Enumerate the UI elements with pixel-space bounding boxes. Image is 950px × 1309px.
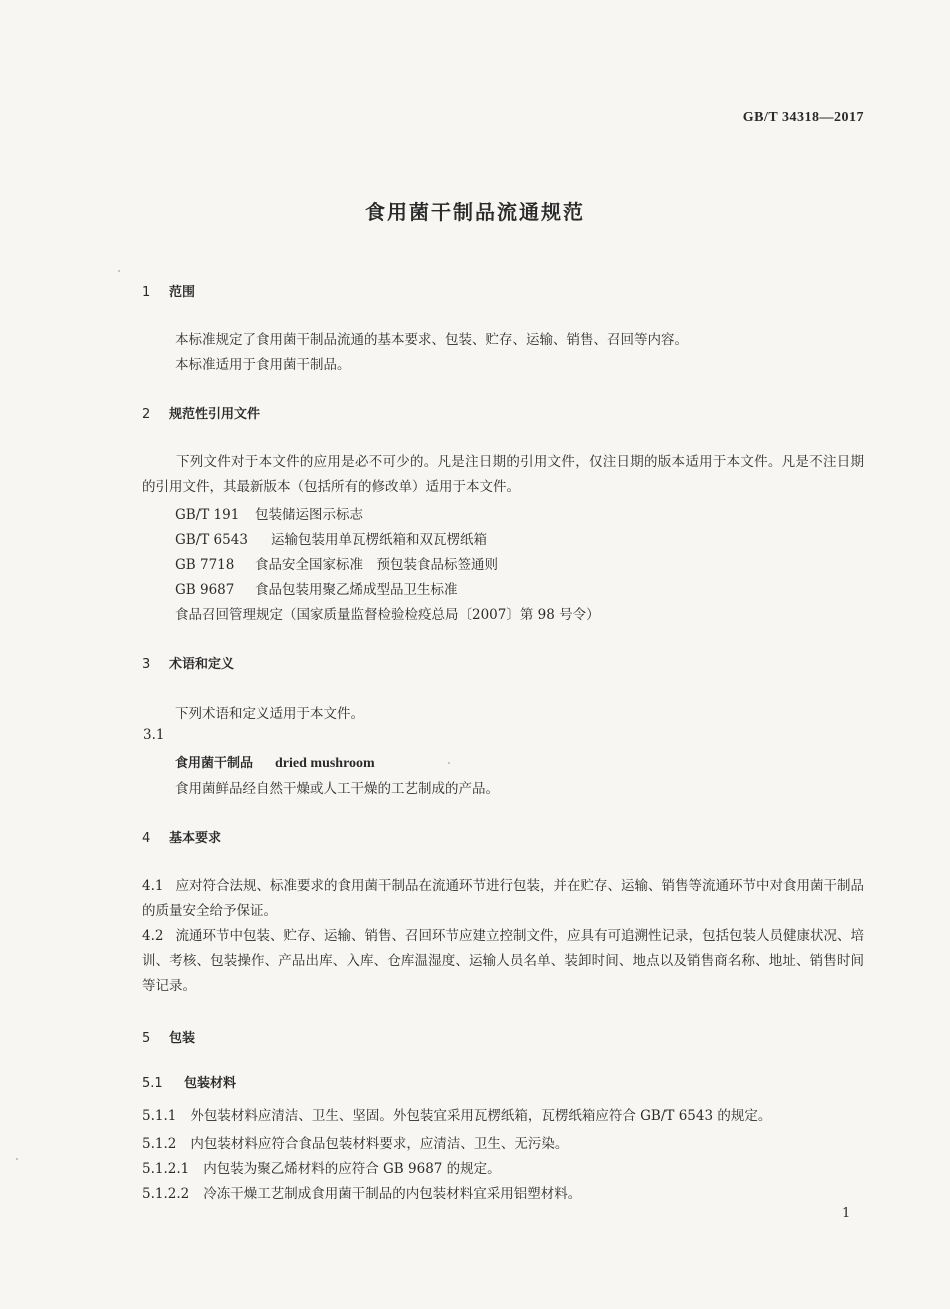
clause-number: 5.1.2 [142,1136,177,1152]
section-1-heading [142,281,195,300]
reference-code: GB 9687 [175,582,235,598]
clause-text: 流通环节中包装、贮存、运输、销售、召回环节应建立控制文件，应具有可追溯性记录，包括包装人员健康状况、培训、考核、包装操作、产品出库、入库、仓库温湿度、运输人员名单、装卸时间、地点以及销售商名称、地址、销售时间等记录。 [142,928,864,994]
reference-code: GB/T 191 [175,507,240,523]
section-title: 术语和定义 [169,657,235,672]
term-chinese: 食用菌干制品 [175,756,254,771]
clause-number: 5.1.1 [142,1108,177,1124]
term-english: dried mushroom [275,756,375,771]
section-title: 规范性引用文件 [169,407,261,422]
clause-text: 应对符合法规、标准要求的食用菌干制品在流通环节进行包装，并在贮存、运输、销售等流通环节中对食用菌干制品的质量安全给予保证。 [142,878,864,919]
section-title: 范围 [169,285,196,300]
clause [142,924,864,999]
section-number: 3 [142,657,151,672]
section-4-heading [142,827,221,846]
clause-number: 4.1 [142,878,164,894]
section-number: 2 [142,407,151,422]
paragraph: 本标准适用于食用菌干制品。 [175,357,351,373]
reference-code: GB 7718 [175,557,235,573]
clause [142,1104,771,1124]
clause-text: 冷冻干燥工艺制成食用菌干制品的内包装材料宜采用铝塑材料。 [203,1186,582,1202]
document-title: 食用菌干制品流通规范 [365,200,585,224]
section-number: 1 [142,285,151,300]
reference-title: 食品安全国家标准 预包装食品标签通则 [255,557,498,573]
term-definition: 食用菌鲜品经自然干燥或人工干燥的工艺制成的产品。 [175,781,499,797]
reference-title: 包装储运图示标志 [255,507,363,523]
clause-text: 内包装材料应符合食品包装材料要求，应清洁、卫生、无污染。 [190,1136,569,1152]
clause-number: 4.2 [142,928,164,944]
clause-text: 内包装为聚乙烯材料的应符合 GB 9687 的规定。 [203,1161,501,1177]
scan-speck [16,1158,18,1160]
section-number: 5 [142,1031,151,1046]
clause-number: 5.1.2.1 [142,1161,190,1177]
standard-code: GB/T 34318—2017 [742,110,864,125]
subsection-title: 包装材料 [184,1076,237,1091]
section-5-heading [142,1027,195,1046]
reference-item [175,578,458,598]
clause [142,1157,501,1177]
reference-item [175,528,487,548]
scan-speck [448,762,450,764]
section-3-heading [142,653,234,672]
references-intro: 下列文件对于本文件的应用是必不可少的。凡是注日期的引用文件，仅注日期的版本适用于本文件。凡是不注日期的引用文件，其最新版本（包括所有的修改单）适用于本文件。 [142,454,864,495]
clause [142,874,864,924]
subsection-heading [142,1072,236,1091]
section-2-heading [142,403,260,422]
section-number: 4 [142,831,151,846]
clause-number: 5.1.2.2 [142,1186,190,1202]
subsection-number: 5.1 [142,1076,163,1091]
reference-item [175,503,363,523]
paragraph: 下列术语和定义适用于本文件。 [175,706,364,722]
term-number: 3.1 [143,727,165,743]
reference-title: 运输包装用单瓦楞纸箱和双瓦楞纸箱 [271,532,487,548]
reference-item [175,553,498,573]
reference-item: 食品召回管理规定（国家质量监督检验检疫总局〔2007〕第 98 号令） [175,607,600,623]
reference-code: GB/T 6543 [175,532,248,548]
clause [142,1132,568,1152]
section-title: 包装 [169,1031,196,1046]
section-title: 基本要求 [169,831,222,846]
clause-text: 外包装材料应清洁、卫生、坚固。外包装宜采用瓦楞纸箱，瓦楞纸箱应符合 GB/T 6543 的规定。 [190,1108,772,1124]
scan-speck [118,270,120,272]
clause [142,1182,581,1202]
page-number: 1 [842,1206,851,1221]
reference-title: 食品包装用聚乙烯成型品卫生标准 [255,582,458,598]
term-entry [175,752,375,772]
paragraph: 本标准规定了食用菌干制品流通的基本要求、包装、贮存、运输、销售、召回等内容。 [175,332,688,348]
